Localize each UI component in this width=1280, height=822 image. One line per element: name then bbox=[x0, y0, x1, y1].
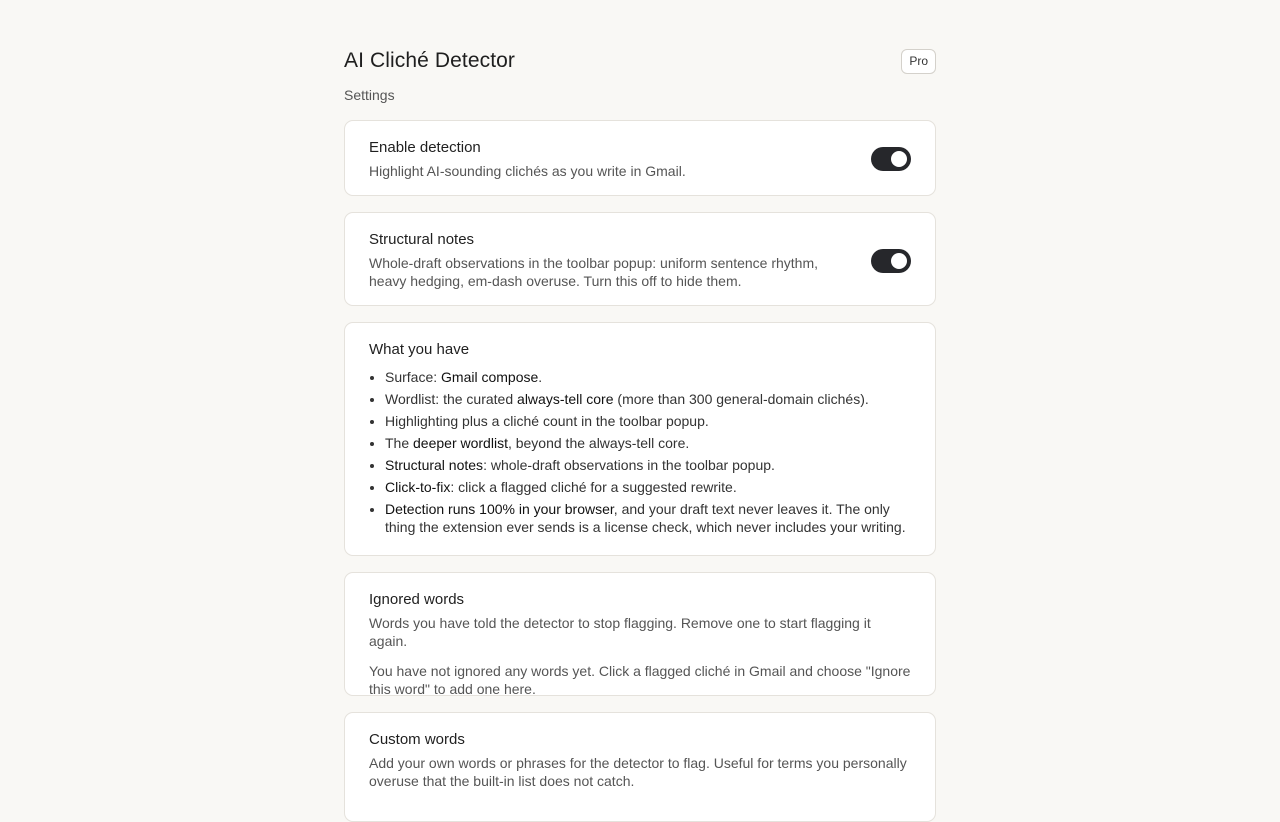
feature-item-post: : click a flagged cliché for a suggested rewrite. bbox=[450, 479, 737, 495]
ignored-words-empty-note: You have not ignored any words yet. Click a flagged cliché in Gmail and choose "Ignore this word" to add one here. bbox=[369, 663, 911, 697]
structural-notes-toggle[interactable] bbox=[871, 249, 911, 273]
feature-item bbox=[385, 456, 911, 474]
feature-item bbox=[385, 368, 911, 386]
feature-item-post: : whole-draft observations in the toolbar popup. bbox=[483, 457, 775, 473]
feature-item-bold: Click-to-fix bbox=[385, 479, 451, 495]
feature-item bbox=[385, 390, 911, 408]
enable-detection-title: Enable detection bbox=[369, 139, 481, 156]
feature-item bbox=[385, 434, 911, 452]
feature-item-pre: Surface: bbox=[385, 369, 442, 385]
custom-words-title: Custom words bbox=[369, 731, 465, 748]
structural-notes-title: Structural notes bbox=[369, 231, 475, 248]
structural-notes-description: Whole-draft observations in the toolbar popup: uniform sentence rhythm, heavy hedging, em-dash overuse. Turn this off to hide them. bbox=[369, 255, 819, 289]
enable-detection-description: Highlight AI-sounding clichés as you write in Gmail. bbox=[369, 163, 686, 179]
pro-badge: Pro bbox=[901, 49, 936, 74]
custom-words-card bbox=[344, 712, 936, 822]
feature-item-pre: Highlighting plus a cliché count in the toolbar popup. bbox=[385, 413, 709, 429]
enable-detection-card bbox=[344, 120, 936, 196]
page-title: AI Cliché Detector bbox=[344, 49, 516, 72]
feature-item-bold: Gmail compose bbox=[441, 369, 539, 385]
structural-notes-card bbox=[344, 212, 936, 306]
feature-item-bold: Structural notes bbox=[385, 457, 484, 473]
page-header bbox=[344, 0, 936, 120]
toggle-knob bbox=[891, 151, 907, 167]
feature-item-pre: Wordlist: the curated bbox=[385, 391, 518, 407]
feature-item-post: , beyond the always-tell core. bbox=[507, 435, 690, 451]
feature-item-bold: deeper wordlist bbox=[413, 435, 508, 451]
feature-item-pre: The bbox=[385, 435, 414, 451]
feature-item-post: (more than 300 general-domain clichés). bbox=[613, 391, 869, 407]
feature-item-post: . bbox=[538, 369, 543, 385]
feature-item bbox=[385, 478, 911, 496]
custom-words-description: Add your own words or phrases for the detector to flag. Useful for terms you personally overuse that the built-in list does not catch. bbox=[369, 755, 907, 789]
feature-item-post: , and your draft text never leaves it. The only thing the extension ever sends is a license check, which never includes your writing. bbox=[385, 501, 906, 535]
feature-item bbox=[385, 500, 911, 536]
feature-item bbox=[385, 412, 911, 430]
what-you-have-title: What you have bbox=[369, 341, 470, 358]
what-you-have-card bbox=[344, 322, 936, 556]
toggle-knob bbox=[891, 253, 907, 269]
feature-item-bold: Detection runs 100% in your browser bbox=[385, 501, 614, 517]
page-subtitle: Settings bbox=[344, 87, 395, 103]
ignored-words-title: Ignored words bbox=[369, 591, 465, 608]
enable-detection-toggle[interactable] bbox=[871, 147, 911, 171]
ignored-words-card bbox=[344, 572, 936, 696]
feature-item-bold: always-tell core bbox=[517, 391, 614, 407]
features-list bbox=[369, 368, 911, 536]
settings-page bbox=[344, 0, 936, 789]
ignored-words-description: Words you have told the detector to stop flagging. Remove one to start flagging it again. bbox=[369, 615, 871, 649]
